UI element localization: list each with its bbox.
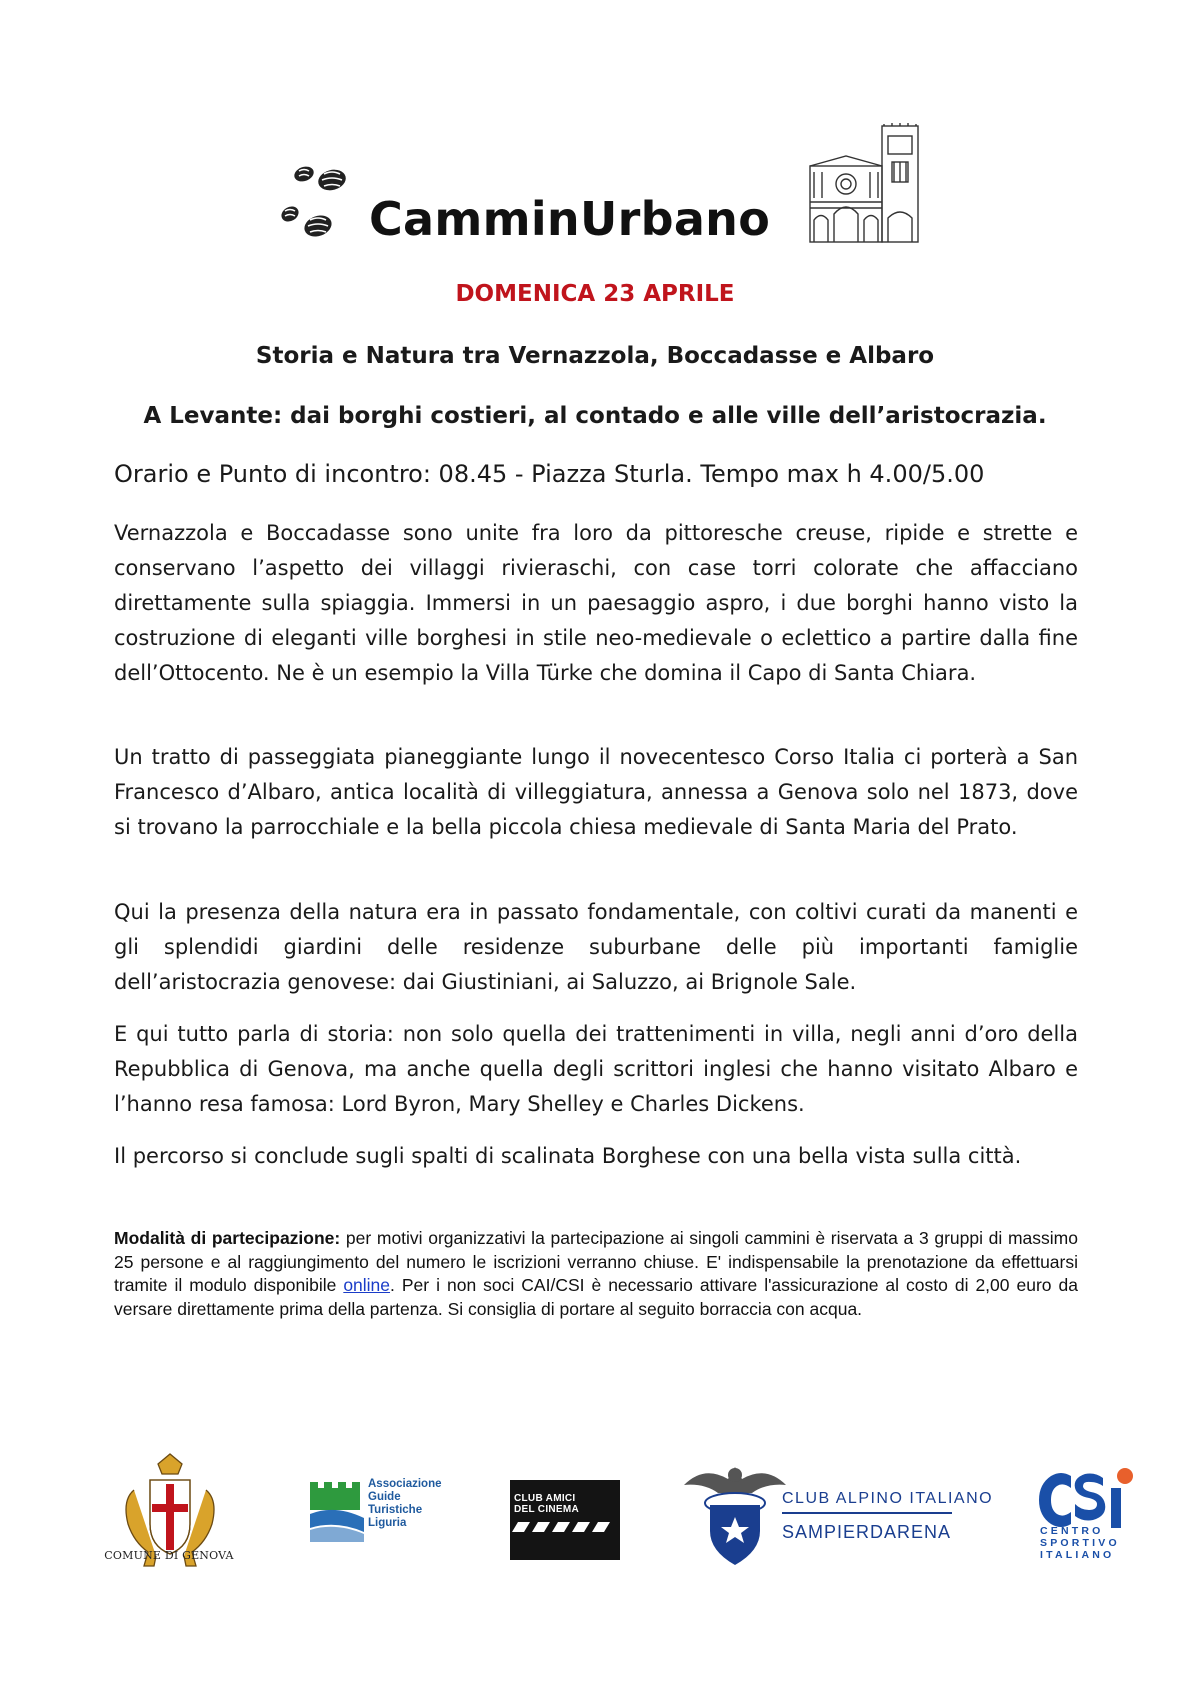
online-link[interactable]: online	[343, 1275, 391, 1295]
csi-line-1: CENTRO	[1040, 1525, 1104, 1537]
genova-label: COMUNE DI GENOVA	[104, 1549, 234, 1562]
event-title: Storia e Natura tra Vernazzola, Boccadasse e Albaro	[255, 343, 935, 369]
agtl-name	[368, 1478, 442, 1530]
meeting-info: Orario e Punto di incontro: 08.45 - Piazza Sturla. Tempo max h 4.00/5.00	[114, 460, 985, 488]
agtl-line-3: Turistiche	[368, 1504, 423, 1516]
cai-section: SAMPIERDARENA	[782, 1522, 952, 1542]
footprints-icon	[280, 152, 370, 247]
agtl-line-1: Associazione	[368, 1478, 442, 1490]
cai-eagle-icon	[680, 1455, 790, 1570]
participation-info	[114, 1227, 1078, 1321]
cinema-name	[514, 1493, 614, 1515]
cinema-line-2: DEL CINEMA	[514, 1504, 580, 1515]
csi-name	[1040, 1525, 1132, 1561]
paragraph-5: Il percorso si conclude sugli spalti di scalinata Borghese con una bella vista sulla città.	[114, 1144, 1022, 1168]
cinema-line-1: CLUB AMICI	[514, 1493, 576, 1504]
paragraph-3: Qui la presenza della natura era in passato fondamentale, con coltivi curati da manenti e gli splendidi giardini delle residenze suburbane delle più importanti famiglie dell’aristocrazia genovese: dai Giustiniani, ai Saluzzo, ai Brignole Sale.	[114, 900, 1078, 994]
brand-name: CamminUrbano	[369, 192, 771, 246]
event-date: DOMENICA 23 APRILE	[455, 281, 735, 307]
agtl-line-4: Liguria	[368, 1517, 407, 1529]
paragraph-2: Un tratto di passeggiata pianeggiante lungo il novecentesco Corso Italia ci porterà a San Francesco d’Albaro, antica località di villeggiatura, annessa a Genova solo nel 1873, dove si trovano la parrocchiale e la bella piccola chiesa medievale di Santa Maria del Prato.	[114, 745, 1078, 839]
paragraph-1: Vernazzola e Boccadasse sono unite fra loro da pittoresche creuse, ripide e strette e conservano l’aspetto dei villaggi rivieraschi, con case torri colorate che affacciano direttamente sulla spiaggia. Immersi in un paesaggio aspro, i due borghi hanno visto la costruzione di eleganti ville borghesi in stile neo-medievale o eclettico a partire dalla fine dell’Ottocento. Ne è un esempio la Villa Türke che domina il Capo di Santa Chiara.	[114, 521, 1078, 685]
cathedral-icon	[804, 122, 932, 244]
cinema-clapper-icon	[510, 1480, 620, 1560]
csi-line-2: SPORTIVO	[1040, 1537, 1120, 1549]
participation-text-2: . Per i non soci CAI/CSI è necessario attivare l'assicurazione al costo di 2,00 euro da versare direttamente prima della partenza. Si consiglia di portare al seguito borraccia con acqua.	[114, 1275, 1078, 1319]
event-subtitle: A Levante: dai borghi costieri, al contado e alle ville dell’aristocrazia.	[143, 403, 1047, 429]
cai-name: CLUB ALPINO ITALIANO	[782, 1490, 994, 1507]
cinema-stripes	[510, 1480, 620, 1560]
paragraph-4: E qui tutto parla di storia: non solo quella dei trattenimenti in villa, negli anni d’oro della Repubblica di Genova, ma anche quella degli scrittori inglesi che hanno visitato Albaro e l’hanno resa famosa: Lord Byron, Mary Shelley e Charles Dickens.	[114, 1022, 1078, 1116]
csi-line-3: ITALIANO	[1040, 1549, 1115, 1561]
camminurbano-logo	[280, 122, 940, 257]
participation-text-1: per motivi organizzativi la partecipazione ai singoli cammini è riservata a 3 gruppi di massimo 25 persone e al raggiungimento del numero le iscrizioni verranno chiuse. E' indispensabile la prenotazione da effettuarsi tramite il modulo disponibile	[114, 1228, 1078, 1295]
agtl-line-2: Guide	[368, 1491, 401, 1503]
participation-label: Modalità di partecipazione:	[114, 1228, 341, 1248]
cai-divider	[782, 1512, 952, 1514]
